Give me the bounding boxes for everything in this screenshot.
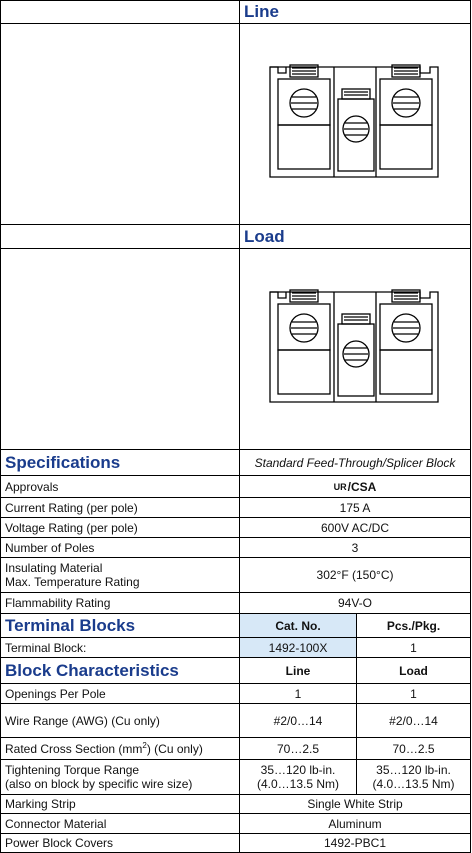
char-label: Marking Strip <box>5 797 76 811</box>
char-value: Aluminum <box>328 816 382 831</box>
block-characteristics-title: Block Characteristics <box>5 660 179 680</box>
spec-row-voltage-rating <box>0 518 471 538</box>
cat-no-value: 1492-100X <box>268 640 328 655</box>
char-load-value-1: 35…120 lb-in. <box>376 763 451 777</box>
char-row-power-block-covers <box>0 834 471 853</box>
spec-label-line2: Max. Temperature Rating <box>5 575 140 589</box>
spec-row-flammability <box>0 593 471 614</box>
spec-value: 600V AC/DC <box>320 520 390 535</box>
char-load-value: 70…2.5 <box>392 741 435 756</box>
block-characteristics-header-row <box>0 658 471 684</box>
char-label: Power Block Covers <box>5 836 114 850</box>
spec-label-line1: Insulating Material <box>5 561 103 575</box>
spec-row-approvals <box>0 476 471 498</box>
pcs-pkg-value: 1 <box>410 640 417 655</box>
char-load-value: 1 <box>410 686 417 701</box>
cat-no-header: Cat. No. <box>275 618 321 633</box>
char-row-torque <box>0 760 471 795</box>
char-row-wire-range <box>0 704 471 738</box>
spec-label: Number of Poles <box>5 540 95 555</box>
char-value: 1492-PBC1 <box>323 836 387 850</box>
spec-label: Current Rating (per pole) <box>5 500 138 515</box>
line-header-row <box>0 0 471 24</box>
spec-label: Flammability Rating <box>5 596 111 610</box>
load-terminal-block-drawing <box>260 284 450 414</box>
char-row-cross-section <box>0 738 471 760</box>
spec-value: 175 A <box>339 500 371 515</box>
terminal-block-row <box>0 638 471 658</box>
char-line-value-1: 35…120 lb-in. <box>260 763 336 777</box>
char-label-line1: Tightening Torque Range <box>5 763 140 777</box>
char-label: Wire Range (AWG) (Cu only) <box>5 713 160 728</box>
spec-value: 302°F (150°C) <box>316 568 394 582</box>
spec-value: 94V-O <box>337 596 373 610</box>
terminal-blocks-title: Terminal Blocks <box>5 615 136 635</box>
char-row-openings <box>0 684 471 704</box>
char-label: Rated Cross Section $(mm^2)$ (Cu only) <box>5 741 203 756</box>
specifications-title: Specifications <box>5 452 121 472</box>
spec-row-current-rating <box>0 498 471 518</box>
specifications-header-row <box>0 450 471 476</box>
char-line-value: #2/0…14 <box>273 713 323 728</box>
char-label-line2: (also on block by specific wire size) <box>5 777 193 791</box>
load-header-row <box>0 225 471 249</box>
load-drawing-row <box>0 249 471 450</box>
char-row-connector-material <box>0 814 471 834</box>
line-section-title: Line <box>244 1 279 21</box>
spec-row-insulating-material <box>0 558 471 593</box>
spec-row-number-of-poles <box>0 538 471 558</box>
ur-recognized-mark: UR <box>333 481 347 492</box>
spec-value: 3 <box>351 540 359 555</box>
line-col-header: Line <box>285 663 311 678</box>
pcs-pkg-header: Pcs./Pkg. <box>386 618 441 633</box>
char-label: Openings Per Pole <box>5 686 106 701</box>
load-col-header: Load <box>399 663 428 678</box>
load-section-title: Load <box>244 226 285 246</box>
spec-label: Approvals <box>5 479 59 494</box>
char-load-value: #2/0…14 <box>389 713 438 728</box>
char-row-marking-strip <box>0 795 471 814</box>
terminal-blocks-header-row <box>0 614 471 638</box>
char-load-value-2: (4.0…13.5 Nm) <box>372 777 455 791</box>
specifications-block-type: Standard Feed-Through/Splicer Block <box>254 455 456 470</box>
line-drawing-row <box>0 24 471 225</box>
char-line-value-2: (4.0…13.5 Nm) <box>256 777 340 791</box>
terminal-block-label: Terminal Block: <box>5 640 87 655</box>
char-label: Connector Material <box>5 816 107 831</box>
char-line-value: 1 <box>294 686 302 701</box>
char-line-value: 70…2.5 <box>276 741 320 756</box>
line-terminal-block-drawing <box>260 59 450 189</box>
approvals-value: /CSA <box>347 479 377 494</box>
spec-label: Voltage Rating (per pole) <box>5 520 138 535</box>
char-value: Single White Strip <box>307 797 403 811</box>
